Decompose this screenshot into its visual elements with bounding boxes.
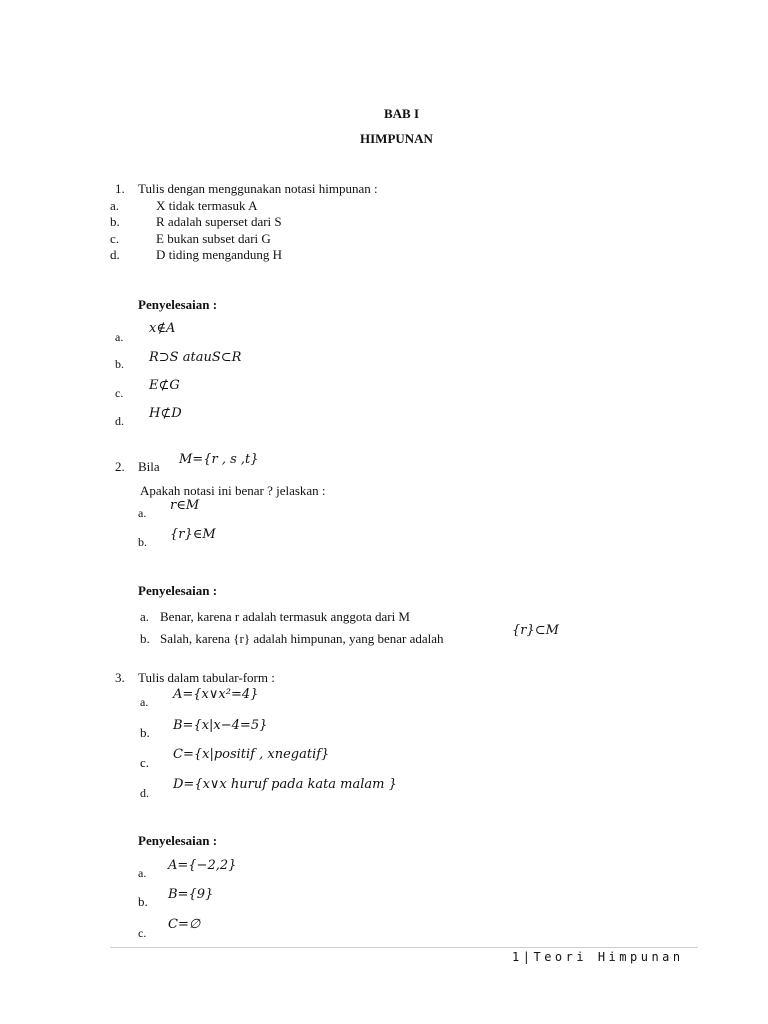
q2-solution-heading: Penyelesaian : xyxy=(138,583,218,598)
q1-item-a-label: a. xyxy=(110,198,120,213)
q3-solution-a-expr: A={−2,2} xyxy=(168,858,237,873)
q3-solution-heading: Penyelesaian : xyxy=(138,833,218,848)
footer-divider xyxy=(110,947,698,948)
q1-solution-b-label: b. xyxy=(115,357,124,371)
q2-bila: Bila xyxy=(138,459,160,474)
q3-item-b-expr: B={x|x−4=5} xyxy=(173,718,268,733)
chapter-heading: BAB I xyxy=(384,106,420,121)
q1-item-b-label: b. xyxy=(110,214,120,229)
q1-item-c-text: E bukan subset dari G xyxy=(156,231,271,246)
q3-solution-b-label: b. xyxy=(138,894,148,909)
q3-solution-a-label: a. xyxy=(138,866,147,880)
q1-item-b-text: R adalah superset dari S xyxy=(156,214,282,229)
q3-item-b-label: b. xyxy=(140,725,150,740)
q1-solution-d-label: d. xyxy=(115,414,124,428)
q2-solution-b-label: b. xyxy=(140,631,150,646)
footer-page-number: 1 xyxy=(512,950,523,964)
q2-solution-a-text: Benar, karena r adalah termasuk anggota dari M xyxy=(160,609,410,624)
q1-solution-c-expr: E⊄G xyxy=(149,378,180,393)
q1-solution-d-expr: H⊄D xyxy=(149,406,182,421)
q2-set-expr: M={r , s ,t} xyxy=(179,452,259,467)
q1-item-c-label: c. xyxy=(110,231,120,246)
q3-item-a-label: a. xyxy=(140,695,149,709)
q1-solution-heading: Penyelesaian : xyxy=(138,297,218,312)
footer-separator: | xyxy=(522,950,534,964)
q2-item-b-label: b. xyxy=(138,535,147,549)
q2-item-a-label: a. xyxy=(138,506,147,520)
q1-solution-c-label: c. xyxy=(115,386,124,400)
q2-solution-a-label: a. xyxy=(140,609,150,624)
q3-solution-c-label: c. xyxy=(138,926,147,940)
q3-item-a-expr: A={x∨x²=4} xyxy=(173,687,259,702)
q3-item-c-expr: C={x|positif , xnegatif} xyxy=(173,747,330,762)
q2-item-b-expr: {r}∈M xyxy=(170,527,216,542)
page-title: HIMPUNAN xyxy=(360,131,433,146)
q3-solution-c-expr: C=∅ xyxy=(168,917,201,932)
q1-item-d-label: d. xyxy=(110,247,120,262)
q1-item-d-text: D tiding mengandung H xyxy=(156,247,283,262)
q2-solution-b-text: Salah, karena {r} adalah himpunan, yang benar adalah xyxy=(160,631,444,646)
q1-prompt: Tulis dengan menggunakan notasi himpunan : xyxy=(138,181,378,196)
page-footer xyxy=(512,950,684,964)
footer-title: Teori Himpunan xyxy=(533,950,684,964)
q2-correct-expr: {r}⊂M xyxy=(512,623,559,638)
q3-item-d-label: d. xyxy=(140,786,149,800)
q3-item-d-expr: D={x∨x huruf pada kata malam } xyxy=(173,777,397,792)
q1-number: 1. xyxy=(115,181,125,196)
q1-solution-b-expr: R⊃S atauS⊂R xyxy=(149,350,242,365)
q1-item-a-text: X tidak termasuk A xyxy=(156,198,258,213)
q3-number: 3. xyxy=(115,670,125,685)
q2-prompt: Apakah notasi ini benar ? jelaskan : xyxy=(140,483,326,498)
q2-item-a-expr: r∈M xyxy=(170,498,200,513)
q3-prompt: Tulis dalam tabular-form : xyxy=(138,670,275,685)
q3-solution-b-expr: B={9} xyxy=(168,887,214,902)
q1-solution-a-label: a. xyxy=(115,330,124,344)
q1-solution-a-expr: x∉A xyxy=(149,321,176,336)
q2-number: 2. xyxy=(115,459,125,474)
q3-item-c-label: c. xyxy=(140,755,150,770)
